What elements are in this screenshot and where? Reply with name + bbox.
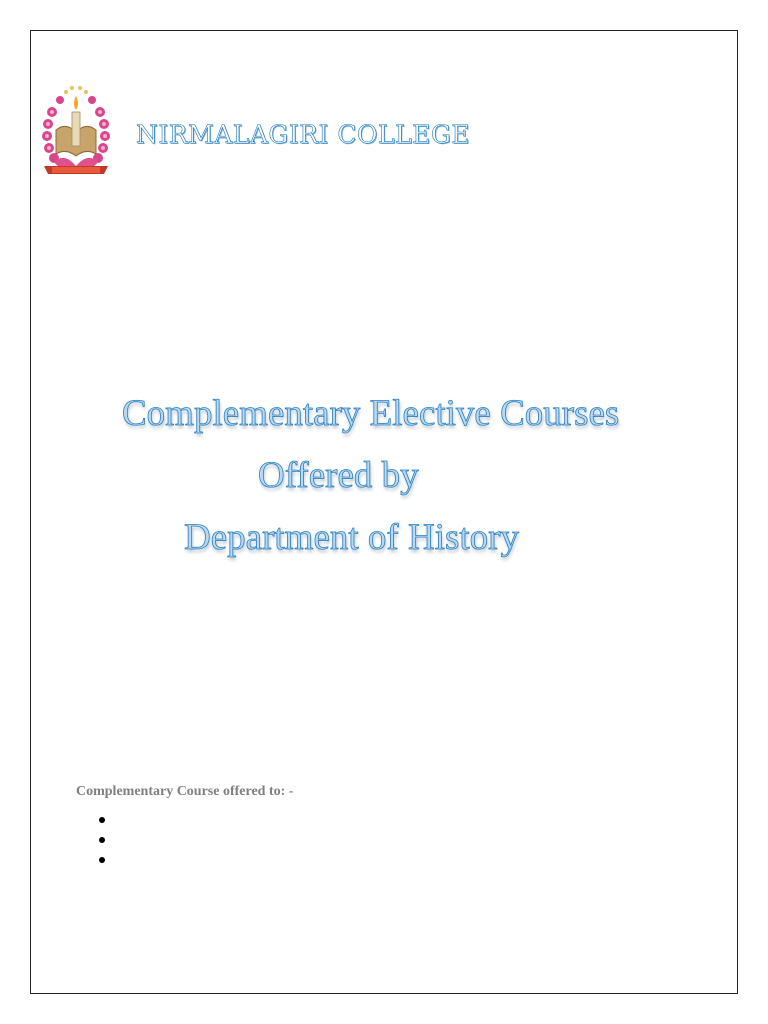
offered-to-label: Complementary Course offered to: -: [76, 784, 294, 799]
title-line-2: Offered by: [258, 455, 419, 496]
title-line-3: Department of History: [184, 517, 519, 558]
title-line-1: Complementary Elective Courses: [122, 393, 620, 434]
page-border: [30, 30, 738, 994]
offered-to-list: [96, 810, 108, 870]
list-item: [96, 830, 108, 850]
college-emblem-icon: [40, 82, 112, 182]
list-item: [96, 850, 108, 870]
list-item: [96, 810, 108, 830]
college-name: NIRMALAGIRI COLLEGE: [136, 120, 471, 149]
